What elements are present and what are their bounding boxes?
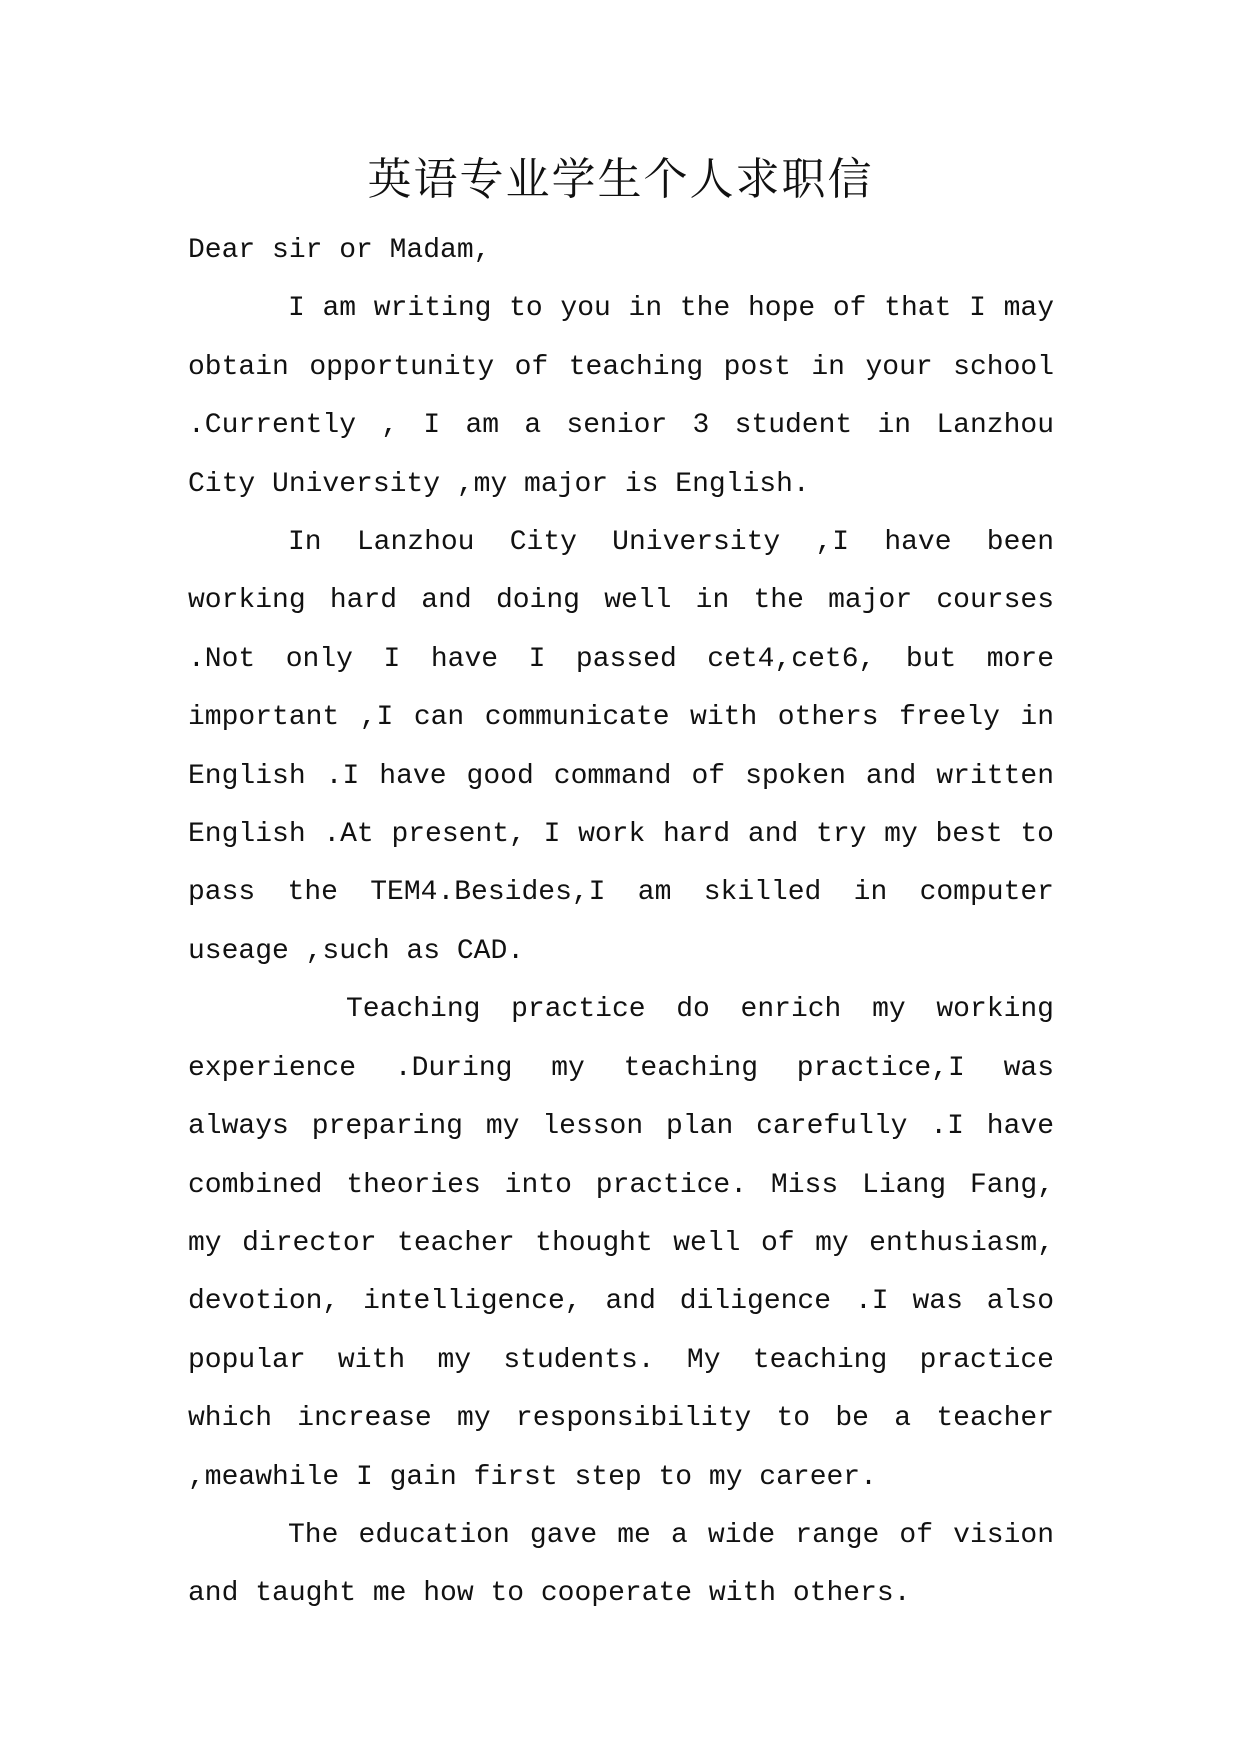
- paragraph-education: The education gave me a wide range of vision and taught me how to cooperate with others.: [188, 1519, 1054, 1610]
- paragraph-introduction: I am writing to you in the hope of that I may obtain opportunity of teaching post in your school .Currently , I am a senior 3 student in Lanzhou City University ,my major is English.: [188, 293, 1054, 500]
- letter-body: [188, 222, 1054, 1624]
- document-title: 英语专业学生个人求职信: [367, 154, 874, 205]
- paragraph-teaching-practice: Teaching practice do enrich my working experience .During my teaching practice,I was always preparing my lesson plan carefully .I have combined theories into practice. Miss Liang Fang, my director teacher thought well of my enthusiasm, devotion, intelligence, and diligence .I was also popular with my students. My teaching practice which increase my responsibility to be a teacher ,meawhile I gain first step to my career.: [188, 994, 1054, 1493]
- salutation: Dear sir or Madam,: [188, 235, 491, 266]
- paragraph-studies: In Lanzhou City University ,I have been working hard and doing well in the major courses .Not only I have I passed cet4,cet6, but more important ,I can communicate with others freely in English .I have good command of spoken and written English .At present, I work hard and try my best to pass the TEM4.Besides,I am skilled in computer useage ,such as CAD.: [188, 527, 1054, 967]
